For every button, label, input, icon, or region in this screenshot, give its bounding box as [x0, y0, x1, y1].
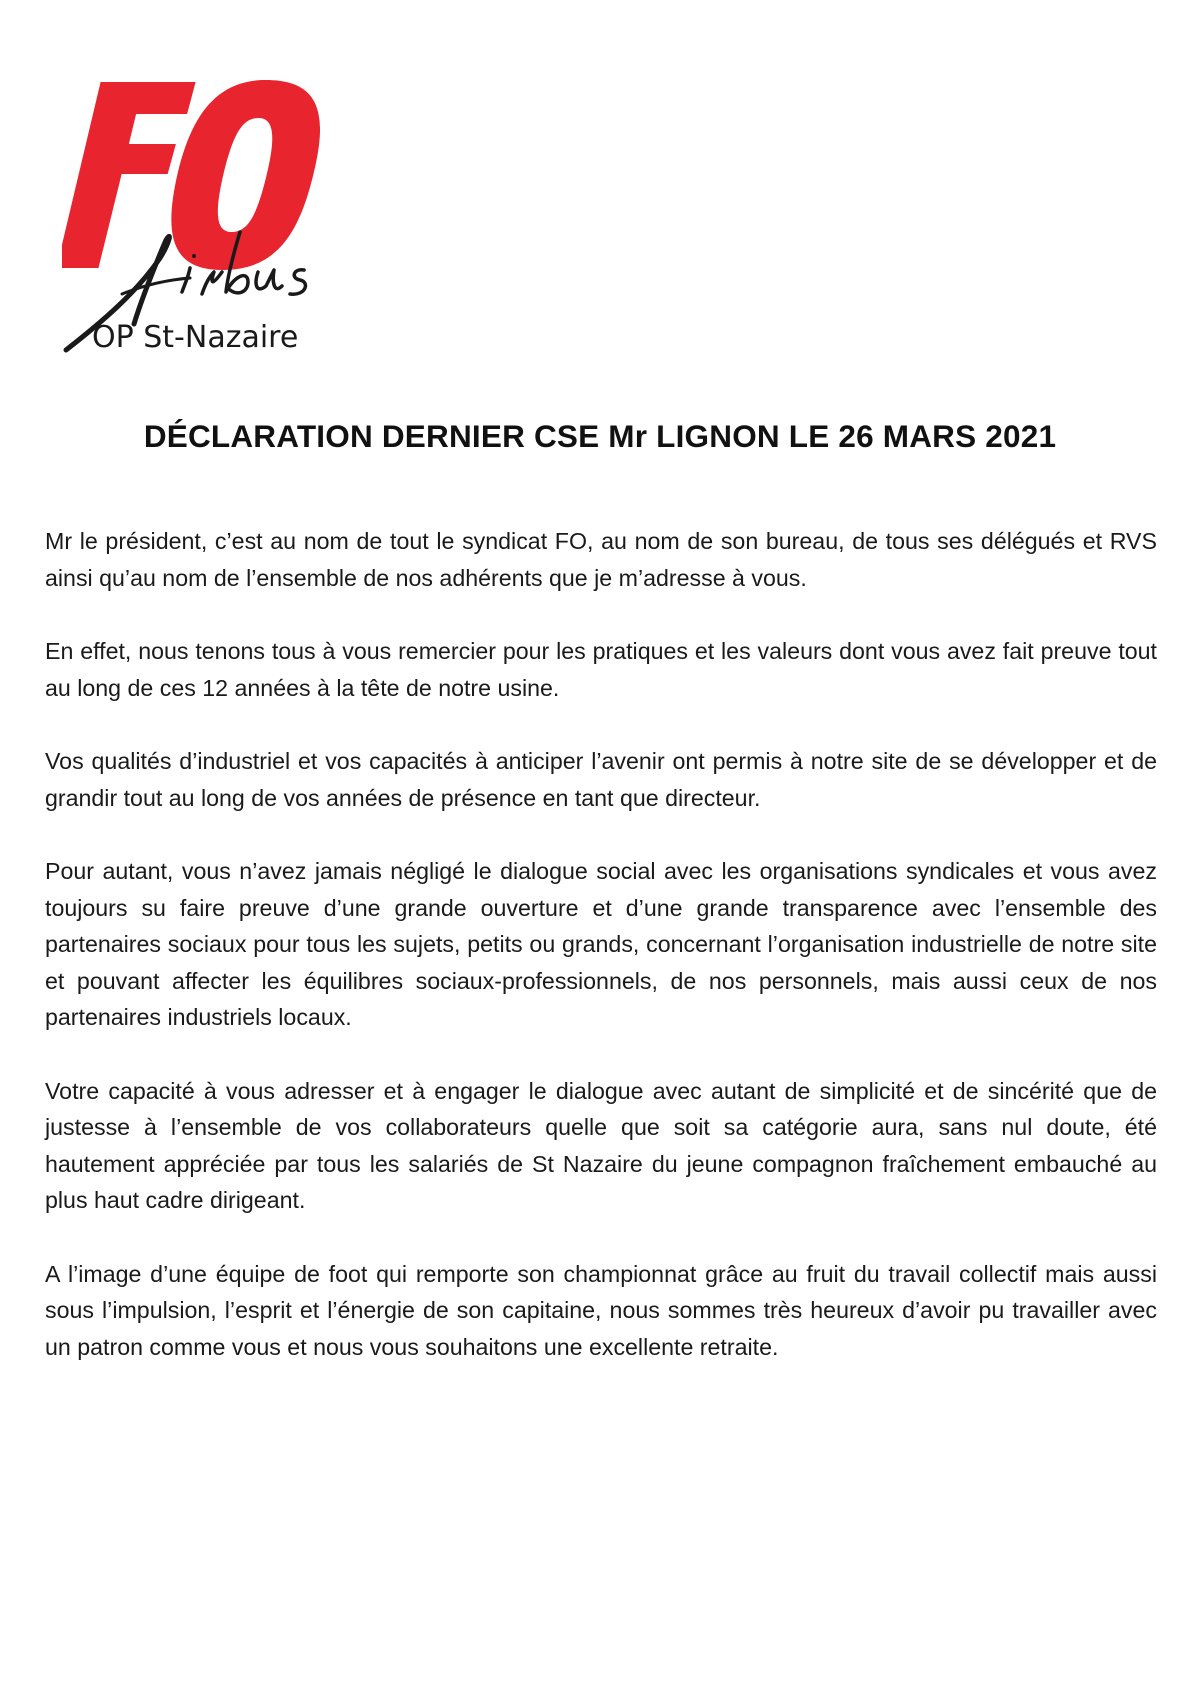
paragraph-4: Pour autant, vous n’avez jamais négligé le dialogue social avec les organisations syndicales et vous avez toujours su faire preuve d’une grande ouverture et d’une grande transparence avec l’ensemble des partenaires sociaux pour tous les sujets, petits ou grands, concernant l’organisation industrielle de notre site et pouvant affecter les équilibres sociaux-professionnels, de nos personnels, mais aussi ceux de nos partenaires industriels locaux.: [45, 858, 1157, 1030]
declaration-body: [45, 523, 1157, 1402]
fo-airbus-logo: [62, 72, 362, 392]
page-title: DÉCLARATION DERNIER CSE Mr LIGNON LE 26 MARS 2021: [143, 418, 1057, 454]
paragraph-1: Mr le président, c’est au nom de tout le syndicat FO, au nom de son bureau, de tous ses délégués et RVS ainsi qu’au nom de l’ensemble de nos adhérents que je m’adresse à vous.: [45, 528, 1157, 591]
paragraph-5: Votre capacité à vous adresser et à engager le dialogue avec autant de simplicité et de sincérité que de justesse à l’ensemble de vos collaborateurs quelle que soit sa catégorie aura, sans nul doute, été hautement appréciée par tous les salariés de St Nazaire du jeune compagnon fraîchement embauché au plus haut cadre dirigeant.: [45, 1077, 1157, 1213]
logo-location-text: OP St-Nazaire: [92, 320, 299, 355]
paragraph-2: En effet, nous tenons tous à vous remercier pour les pratiques et les valeurs dont vous avez fait preuve tout au long de ces 12 années à la tête de notre usine.: [45, 638, 1157, 701]
fo-airbus-logo-graphic: [62, 72, 362, 392]
paragraph-6: A l’image d’une équipe de foot qui remporte son championnat grâce au fruit du travail collectif mais aussi sous l’impulsion, l’esprit et l’énergie de son capitaine, nous sommes très heureux d’avoir pu travailler avec un patron comme vous et nous vous souhaitons une excellente retraite.: [45, 1260, 1157, 1360]
paragraph-3: Vos qualités d’industriel et vos capacités à anticiper l’avenir ont permis à notre site de se développer et de grandir tout au long de vos années de présence en tant que directeur.: [45, 748, 1157, 811]
